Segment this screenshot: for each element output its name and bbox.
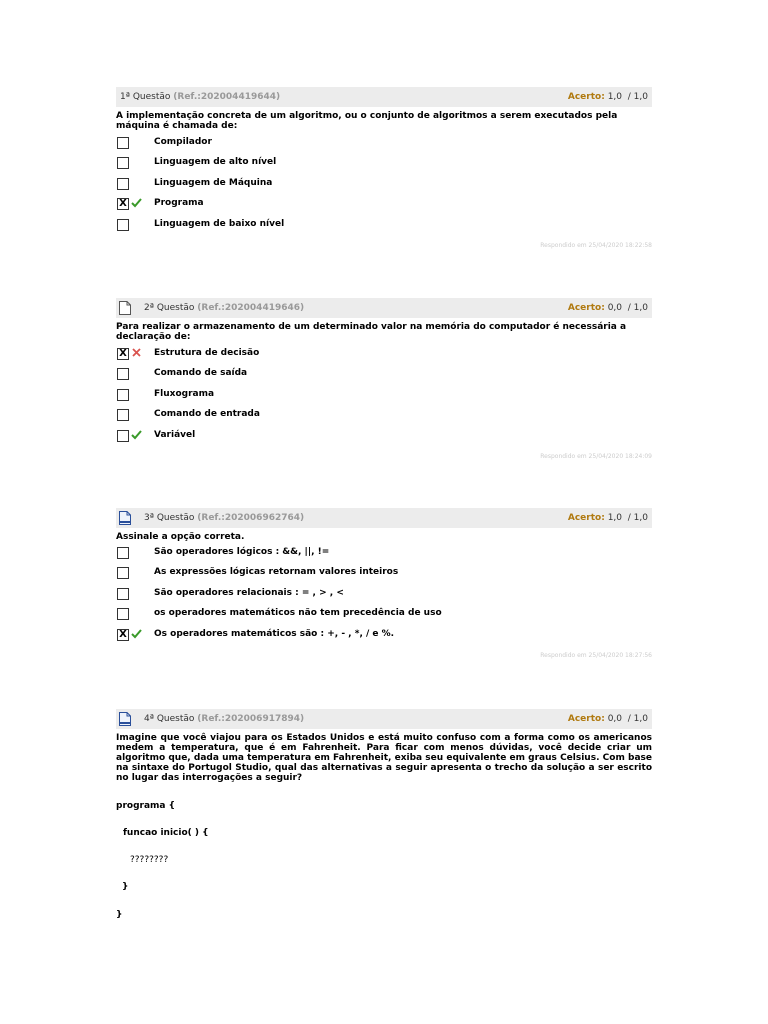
checkbox[interactable] [117,608,129,620]
question-1 [116,87,652,249]
question-ref: (Ref.:202006917894) [197,714,305,724]
option-3[interactable]: Fluxograma [116,388,652,408]
check-icon [131,628,142,639]
code-line-1: programa { [116,801,176,811]
checkbox[interactable] [117,368,129,380]
score: Acerto: 0,0 / 1,0 [567,303,648,313]
code-line-2: funcao inicio( ) { [123,828,209,838]
code-line-5: } [116,910,123,920]
question-ref: (Ref.:202006962764) [197,513,305,523]
checkbox[interactable] [117,157,129,169]
question-number: 4ª Questão [144,714,195,724]
question-3-header [116,508,652,528]
score: Acerto: 1,0 / 1,0 [567,92,648,102]
option-3[interactable]: Linguagem de Máquina [116,177,652,197]
question-1-header [116,87,652,107]
option-4[interactable]: X Programa [116,197,652,217]
checkbox[interactable] [117,137,129,149]
question-stem: A implementação concreta de um algoritmo, ou o conjunto de algoritmos a serem executados pela máquina é chamada de: [116,111,618,131]
question-stem: Para realizar o armazenamento de um determinado valor na memória do computador é necessária a declaração de: [116,322,627,342]
question-4-header [116,709,652,729]
checkbox[interactable] [117,430,129,442]
option-3[interactable]: São operadores relacionais : = , > , < [116,587,652,607]
question-number: 1ª Questão [120,92,171,102]
option-5[interactable]: Variável [116,429,652,449]
checkbox[interactable] [117,547,129,559]
question-number: 2ª Questão [144,303,195,313]
option-5[interactable]: Linguagem de baixo nível [116,218,652,238]
option-4[interactable]: os operadores matemáticos não tem precedência de uso [116,607,652,627]
question-ref: (Ref.:202004419644) [173,92,281,102]
checkbox[interactable] [117,567,129,579]
question-number: 3ª Questão [144,513,195,523]
answered-timestamp: Respondido em 25/04/2020 18:24:09 [540,452,652,460]
checkbox-checked[interactable]: X [117,198,129,210]
question-2 [116,298,652,460]
option-2[interactable]: As expressões lógicas retornam valores inteiros [116,566,652,586]
checkbox[interactable] [117,389,129,401]
option-4[interactable]: Comando de entrada [116,408,652,428]
check-icon [131,197,142,208]
option-1[interactable]: X Estrutura de decisão [116,347,652,367]
checkbox[interactable] [117,409,129,421]
answered-timestamp: Respondido em 25/04/2020 18:22:58 [540,241,652,249]
checkbox-checked[interactable]: X [117,629,129,641]
checkbox[interactable] [117,219,129,231]
code-line-3: ???????? [130,855,169,865]
checkbox-checked[interactable]: X [117,348,129,360]
option-2[interactable]: Comando de saída [116,367,652,387]
question-stem: Imagine que você viajou para os Estados Unidos e está muito confuso com a forma como os americanos medem a temperatura, que é em Fahrenheit. Para ficar com menos dúvidas, você decide criar um algoritmo que, dada uma temperatura em Fahrenheit, exiba seu equivalente em graus Celsius. Com base na sintaxe do Portugol Studio, qual das alternativas a seguir apresenta o trecho da solução a ser escrito no lugar das interrogações a seguir? [116,733,652,783]
document-icon [119,712,131,726]
document-icon [119,511,131,525]
document-icon [119,301,131,315]
answered-timestamp: Respondido em 25/04/2020 18:27:56 [540,651,652,659]
code-line-4: } [122,882,129,892]
option-5[interactable]: X Os operadores matemáticos são : +, - , *, / e %. [116,628,652,648]
option-1[interactable]: Compilador [116,136,652,156]
question-stem: Assinale a opção correta. [116,532,245,542]
check-icon [131,429,142,440]
score: Acerto: 1,0 / 1,0 [567,513,648,523]
option-2[interactable]: Linguagem de alto nível [116,156,652,176]
question-ref: (Ref.:202004419646) [197,303,305,313]
question-3 [116,508,652,659]
question-4 [116,709,652,783]
cross-icon [131,347,142,358]
score: Acerto: 0,0 / 1,0 [567,714,648,724]
option-1[interactable]: São operadores lógicos : &&, ||, != [116,546,652,566]
question-2-header [116,298,652,318]
checkbox[interactable] [117,178,129,190]
checkbox[interactable] [117,588,129,600]
